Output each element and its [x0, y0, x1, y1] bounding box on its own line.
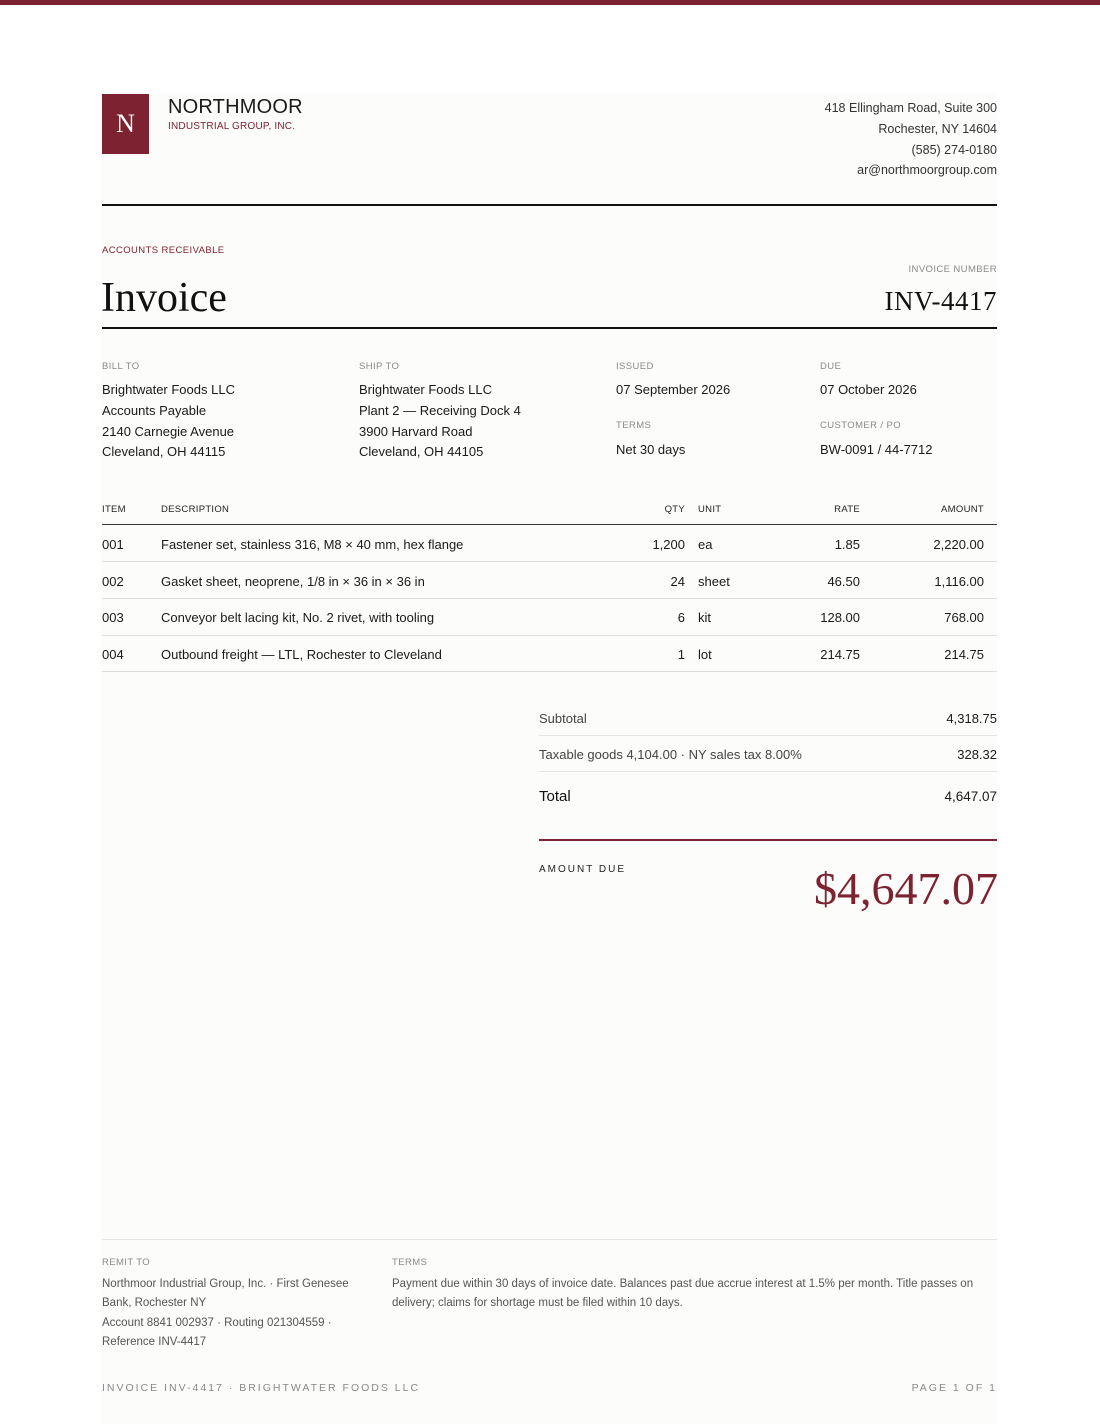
cell-amount: 768.00	[944, 610, 984, 625]
cell-qty: 1	[677, 647, 685, 662]
company-name: NORTHMOOR	[168, 96, 303, 118]
remit-line: Northmoor Industrial Group, Inc. · First Genesee	[102, 1278, 349, 1290]
bill-to-line: 2140 Carnegie Avenue	[102, 423, 235, 439]
ship-to-address	[359, 380, 521, 463]
total-value: 4,647.07	[944, 789, 997, 804]
page-indicator: PAGE 1 OF 1	[911, 1382, 997, 1394]
customer-po-label: CUSTOMER / PO	[820, 420, 902, 431]
cell-description: Fastener set, stainless 316, M8 × 40 mm, hex flange	[161, 537, 464, 552]
cell-rate: 46.50	[827, 574, 860, 589]
footer-divider	[102, 1239, 997, 1240]
remit-to-label: REMIT TO	[102, 1257, 151, 1268]
issued-date: 07 September 2026	[616, 382, 731, 397]
footer-terms-text	[392, 1275, 997, 1314]
invoice-number-label: INVOICE NUMBER	[908, 264, 997, 275]
ship-to-label: SHIP TO	[359, 361, 400, 372]
cell-amount: 1,116.00	[934, 574, 984, 589]
issued-label: ISSUED	[616, 361, 654, 372]
cell-description: Outbound freight — LTL, Rochester to Cleveland	[161, 647, 442, 662]
bill-to-line: Cleveland, OH 44115	[102, 444, 226, 460]
cell-amount: 214.75	[944, 647, 984, 662]
cell-description: Gasket sheet, neoprene, 1/8 in × 36 in × 36 in	[161, 574, 425, 589]
address-phone: (585) 274-0180	[911, 142, 997, 157]
cell-item: 003	[102, 610, 124, 625]
customer-po-value: BW-0091 / 44-7712	[820, 442, 933, 457]
row-divider	[102, 671, 997, 672]
logo-letter: N	[116, 109, 135, 138]
cell-qty: 24	[670, 574, 685, 589]
company-logo	[102, 94, 149, 154]
company-subtitle: INDUSTRIAL GROUP, INC.	[168, 121, 296, 132]
row-divider	[102, 598, 997, 599]
cell-rate: 128.00	[820, 610, 860, 625]
top-accent-bar	[0, 0, 1100, 5]
cell-unit: ea	[698, 537, 713, 552]
ship-to-line: Cleveland, OH 44105	[359, 444, 484, 460]
bill-to-line: Brightwater Foods LLC	[102, 382, 235, 397]
remit-line: Bank, Rochester NY	[102, 1297, 207, 1310]
page-title: Invoice	[101, 275, 227, 321]
cell-item: 004	[102, 647, 124, 662]
row-divider	[102, 635, 997, 636]
address-email[interactable]: ar@northmoorgroup.com	[857, 163, 997, 178]
table-header-rule	[102, 524, 997, 525]
remit-to-details	[102, 1275, 349, 1352]
row-divider	[102, 561, 997, 562]
amount-due-value: $4,647.07	[814, 863, 998, 914]
cell-unit: kit	[698, 610, 711, 625]
company-address	[825, 98, 997, 181]
remit-line: Reference INV-4417	[102, 1335, 207, 1348]
col-header-rate: RATE	[834, 504, 860, 515]
col-header-qty: QTY	[664, 504, 685, 515]
ship-to-line: Plant 2 — Receiving Dock 4	[359, 402, 521, 418]
terms-line: Payment due within 30 days of invoice date. Balances past due accrue interest at 1.5% per month. Title passes on	[392, 1278, 974, 1290]
cell-rate: 1.85	[834, 537, 860, 552]
address-line: Rochester, NY 14604	[878, 121, 997, 136]
cell-rate: 214.75	[820, 647, 860, 662]
col-header-amount: AMOUNT	[941, 504, 984, 515]
ship-to-line: Brightwater Foods LLC	[359, 382, 492, 397]
footer-reference: INVOICE INV-4417 · BRIGHTWATER FOODS LLC	[102, 1382, 421, 1394]
tax-value: 328.32	[957, 747, 997, 762]
invoice-number: INV-4417	[884, 286, 997, 316]
col-header-description: DESCRIPTION	[161, 504, 230, 515]
subtotal-label: Subtotal	[539, 711, 587, 726]
col-header-item: ITEM	[102, 504, 126, 515]
due-label: DUE	[820, 361, 842, 372]
cell-qty: 6	[677, 610, 685, 625]
subtotal-value: 4,318.75	[946, 711, 997, 726]
address-line: 418 Ellingham Road, Suite 300	[824, 101, 997, 115]
footer-terms-label: TERMS	[392, 1257, 428, 1268]
terms-value: Net 30 days	[616, 442, 686, 457]
cell-qty: 1,200	[652, 537, 685, 552]
totals-divider	[539, 771, 997, 772]
bill-to-line: Accounts Payable	[102, 402, 207, 418]
title-divider	[102, 327, 997, 329]
ship-to-line: 3900 Harvard Road	[359, 423, 473, 439]
amount-due-label: AMOUNT DUE	[539, 864, 627, 875]
terms-label: TERMS	[616, 420, 652, 431]
cell-unit: lot	[698, 647, 712, 662]
terms-line: delivery; claims for shortage must be filed within 10 days.	[392, 1297, 683, 1310]
header-divider	[102, 204, 997, 206]
cell-description: Conveyor belt lacing kit, No. 2 rivet, with tooling	[161, 610, 435, 625]
totals-divider	[539, 735, 997, 736]
section-eyebrow: ACCOUNTS RECEIVABLE	[102, 245, 225, 256]
remit-line: Account 8841 002937 · Routing 021304559 ·	[102, 1316, 332, 1329]
cell-amount: 2,220.00	[933, 537, 984, 552]
cell-unit: sheet	[698, 574, 730, 589]
total-label: Total	[539, 788, 571, 805]
due-date: 07 October 2026	[820, 382, 917, 397]
cell-item: 002	[102, 574, 124, 589]
cell-item: 001	[102, 537, 124, 552]
bill-to-label: BILL TO	[102, 361, 140, 372]
amount-due-rule	[539, 839, 997, 841]
col-header-unit: UNIT	[698, 504, 722, 515]
bill-to-address	[102, 380, 235, 463]
tax-label: Taxable goods 4,104.00 · NY sales tax 8.00%	[539, 747, 802, 762]
